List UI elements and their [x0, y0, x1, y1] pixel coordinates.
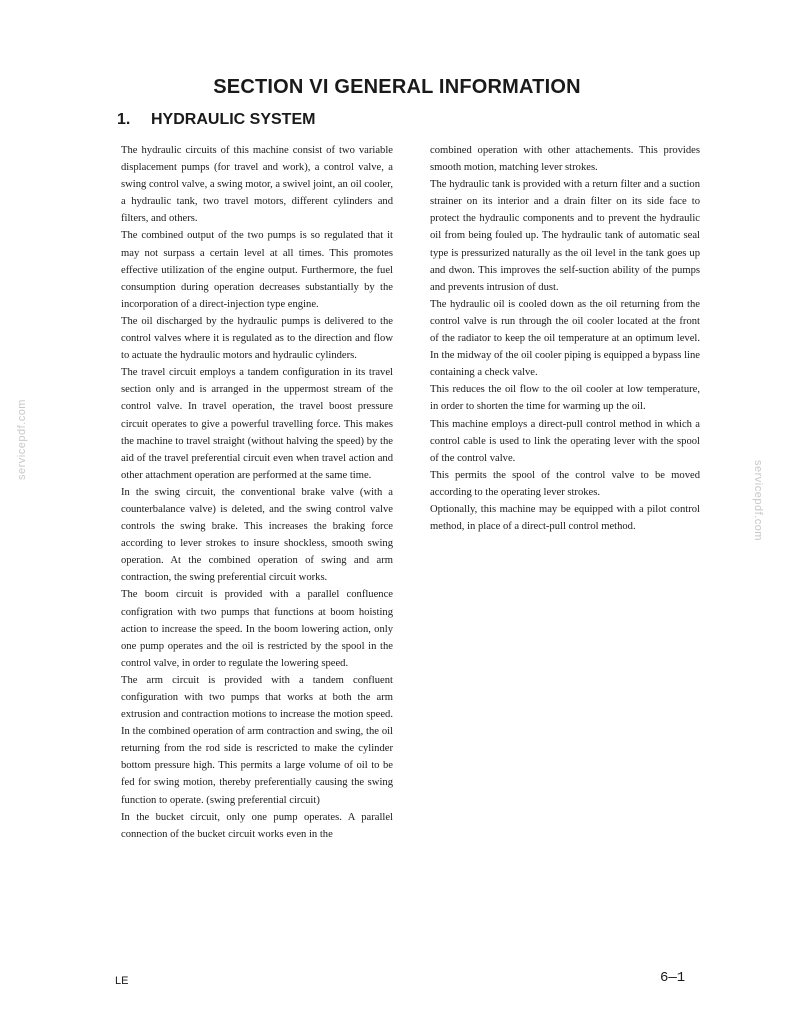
paragraph: This machine employs a direct-pull control method in which a control cable is used to link the operating lever with the spool of the control valve. — [430, 418, 700, 464]
paragraph: The hydraulic circuits of this machine consist of two variable displacement pumps (for travel and work), a control valve, a swing control valve, a swing motor, a swivel joint, an oil cooler, a hydraulic tank, two travel motors, different cylinders and filters, and others. — [121, 145, 393, 225]
paragraph: The arm circuit is provided with a tandem confluent configuration with two pumps that works at both the arm extrusion and contraction motions to increase the motion speed. In the combined operation of arm contraction and swing, the oil returning from the rod side is rescricted to make the cylinder bottom pressure high. This permits a large volume of oil to be fed for swing motion, thereby preferentially causing the swing function to operate. (swing preferential circuit) — [121, 674, 393, 806]
paragraph: This reduces the oil flow to the oil cooler at low temperature, in order to shorten the time for warming up the oil. — [430, 384, 700, 413]
left-text-column — [121, 142, 393, 843]
right-text-column — [430, 142, 700, 535]
page-number: 6—1 — [660, 970, 686, 986]
paragraph: In the swing circuit, the conventional brake valve (with a counterbalance valve) is deleted, and the swing control valve controls the swing brake. This increases the braking force according to lever strokes to insure shockless, smooth swing operation. At the combined operation of swing and arm contraction, the swing preferential circuit works. — [121, 486, 393, 584]
paragraph: combined operation with other attachements. This provides smooth motion, matching lever strokes. — [430, 145, 700, 174]
watermark-right: servicepdf.com — [752, 460, 764, 541]
paragraph: The combined output of the two pumps is so regulated that it may not surpass a certain level at all times. This promotes effective utilization of the engine output. Furthermore, the fuel consumption during operation decreases substantially by the incorporation of a direct-injection type engine. — [121, 230, 393, 310]
watermark-left: servicepdf.com — [16, 399, 28, 480]
section-title: SECTION VI GENERAL INFORMATION — [213, 76, 581, 98]
paragraph: The hydraulic oil is cooled down as the oil returning from the control valve is run through the oil cooler located at the front of the radiator to keep the oil temperature at an optimum level. In the midway of the oil cooler piping is equipped a bypass line containing a check valve. — [430, 298, 700, 379]
paragraph: The hydraulic tank is provided with a return filter and a suction strainer on its interior and a drain filter on its side face to protect the hydraulic components and to prevent the hydraulic oil from being fouled up. The hydraulic tank of automatic seal type is pressurized naturally as the oil level in the tank goes up and dwon. This improves the self-suction ability of the pumps and prevents intrusion of dust. — [430, 179, 700, 293]
paragraph: In the bucket circuit, only one pump operates. A parallel connection of the bucket circuit works even in the — [121, 811, 393, 840]
paragraph: The travel circuit employs a tandem configuration in its travel section only and is arranged in the uppermost stream of the control valve. In travel operation, the travel boost pressure circuit operates to give a powerful travelling force. This makes the machine to travel straight (without halving the speed) by the aid of the travel preferential circuit even when travel action and other attachment operation are performed at the same time. — [121, 367, 393, 481]
paragraph: The boom circuit is provided with a parallel confluence configration with two pumps that functions at boom hoisting action to increase the speed. In the boom lowering action, only one pump operates and the oil is restricted by the spool in the control valve, in order to regulate the lowering speed. — [121, 589, 393, 669]
footer-code: LE — [115, 975, 129, 987]
paragraph: This permits the spool of the control valve to be moved according to the operating lever strokes. — [430, 469, 700, 498]
paragraph: The oil discharged by the hydraulic pumps is delivered to the control valves where it is regulated as to the direction and flow to actuate the hydraulic motors and hydraulic cylinders. — [121, 315, 393, 362]
subsection-number: 1. — [117, 111, 131, 128]
paragraph: Optionally, this machine may be equipped with a pilot control method, in place of a direct-pull control method. — [430, 503, 700, 533]
subsection-title: HYDRAULIC SYSTEM — [151, 111, 316, 128]
subsection-heading — [117, 111, 315, 129]
